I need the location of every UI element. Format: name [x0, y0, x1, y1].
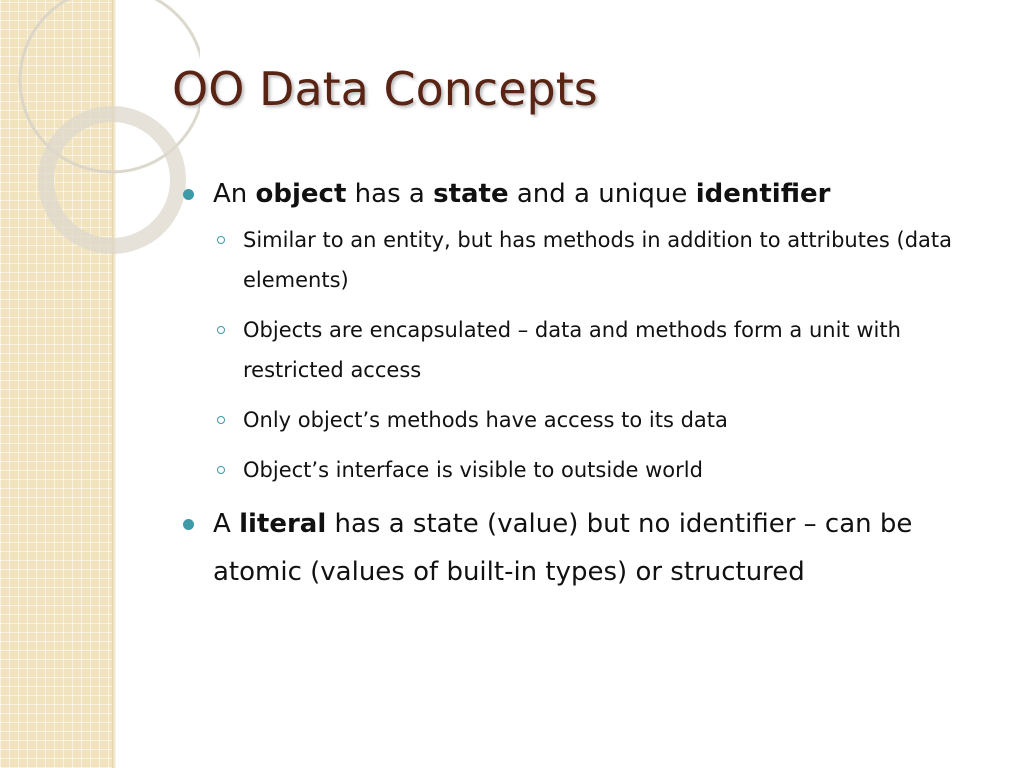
subbullet-item: [183, 400, 983, 440]
subbullet-list: [183, 220, 983, 490]
hollow-bullet-icon: [217, 326, 225, 334]
bullet-dot-icon: [183, 519, 194, 530]
hollow-bullet-icon: [217, 466, 225, 474]
slide-title: OO Data Concepts: [172, 62, 598, 116]
bullet-object: [183, 170, 983, 218]
subbullet-item: [183, 220, 983, 300]
subbullet-text: Similar to an entity, but has methods in addition to attributes (data elements): [243, 228, 952, 292]
bullet-text-part-bold: object: [255, 179, 347, 209]
hollow-bullet-icon: [217, 236, 225, 244]
subbullet-text: Only object’s methods have access to its data: [243, 408, 728, 432]
subbullet-item: [183, 310, 983, 390]
bullet-text-part: and a unique: [508, 179, 696, 209]
bullet-text-part-bold: identifier: [695, 179, 831, 209]
decorative-rings: [0, 0, 200, 260]
bullet-text-part: has a: [346, 179, 434, 209]
bullet-text-part: A: [213, 509, 240, 539]
bullet-dot-icon: [183, 189, 194, 200]
bullet-literal: [183, 500, 983, 596]
slide-content: [183, 170, 983, 596]
subbullet-item: [183, 450, 983, 490]
bullet-text-part-bold: literal: [239, 509, 327, 539]
subbullet-text: Objects are encapsulated – data and methods form a unit with restricted access: [243, 318, 901, 382]
hollow-bullet-icon: [217, 416, 225, 424]
bullet-text-part-bold: state: [433, 179, 509, 209]
bullet-text-part: has a state (value) but no identifier – can be atomic (values of built-in types) or structured: [213, 509, 913, 587]
subbullet-text: Object’s interface is visible to outside world: [243, 458, 703, 482]
bullet-text-part: An: [213, 179, 256, 209]
